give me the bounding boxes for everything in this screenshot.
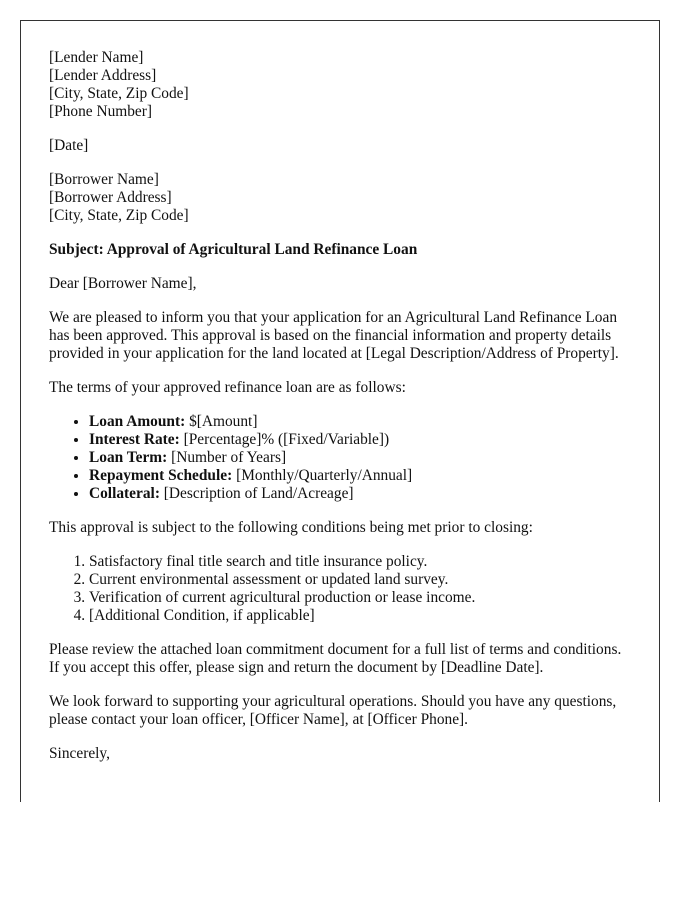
term-item [89,485,631,503]
term-value: [Percentage]% ([Fixed/Variable]) [179,431,390,448]
sender-address [49,49,631,121]
term-item [89,449,631,467]
condition-item: 2. Current environmental assessment or updated land survey. [89,571,631,589]
condition-item: 3. Verification of current agricultural production or lease income. [89,589,631,607]
lender-city-state-zip: [City, State, Zip Code] [49,85,189,102]
lender-address: [Lender Address] [49,67,157,84]
lender-name: [Lender Name] [49,49,144,66]
condition-item: 4. [Additional Condition, if applicable] [89,607,631,625]
intro-paragraph: We are pleased to inform you that your application for an Agricultural Land Refinance Loan has been approved. This approval is based on the financial information and property details provided in your application for the land located at [Legal Description/Address of Property]. [49,309,619,362]
closing-paragraph: We look forward to supporting your agricultural operations. Should you have any questions, please contact your loan officer, [Officer Name], at [Officer Phone]. [49,693,617,728]
subject-line: Subject: Approval of Agricultural Land Refinance Loan [49,241,418,258]
signoff: Sincerely, [49,745,110,762]
review-paragraph: Please review the attached loan commitment document for a full list of terms and conditions. If you accept this offer, please sign and return the document by [Deadline Date]. [49,641,622,676]
term-value: [Number of Years] [167,449,287,466]
borrower-name: [Borrower Name] [49,171,159,188]
term-item [89,467,631,485]
term-value: [Description of Land/Acreage] [159,485,354,502]
letter-date: [Date] [49,137,89,154]
term-value: $[Amount] [185,413,258,430]
term-label: Loan Term: [89,449,168,466]
term-label: Interest Rate: [89,431,180,448]
terms-intro: The terms of your approved refinance loan are as follows: [49,379,406,396]
borrower-address: [Borrower Address] [49,189,172,206]
conditions-list [49,553,631,625]
terms-list [49,413,631,503]
lender-phone: [Phone Number] [49,103,153,120]
term-item [89,413,631,431]
recipient-address [49,171,631,225]
term-label: Repayment Schedule: [89,467,233,484]
salutation: Dear [Borrower Name], [49,275,197,292]
conditions-intro: This approval is subject to the following conditions being met prior to closing: [49,519,533,536]
term-value: [Monthly/Quarterly/Annual] [232,467,413,484]
term-item [89,431,631,449]
borrower-city-state-zip: [City, State, Zip Code] [49,207,189,224]
letter-page [20,20,660,802]
condition-item: 1. Satisfactory final title search and title insurance policy. [89,553,631,571]
term-label: Loan Amount: [89,413,186,430]
term-label: Collateral: [89,485,160,502]
